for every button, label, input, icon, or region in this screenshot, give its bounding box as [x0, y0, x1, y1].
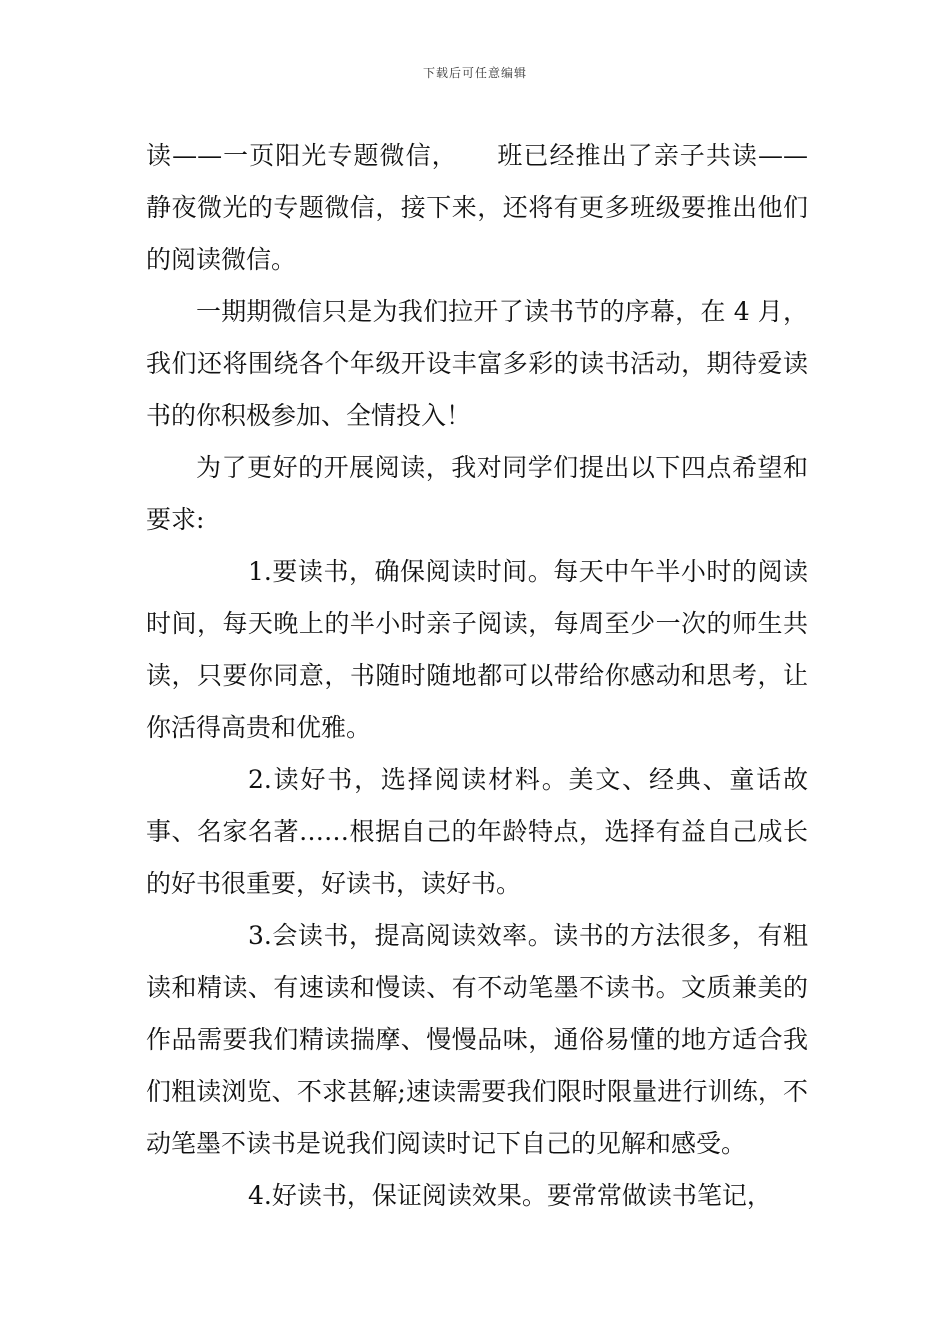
document-body	[146, 130, 808, 1222]
list-item-4: 4.好读书，保证阅读效果。要常常做读书笔记，	[248, 1181, 772, 1210]
list-item-2: 2.读好书，选择阅读材料。美文、经典、童话故事、名家名著……根据自己的年龄特点，选择有益自己成长的好书很重要，好读书，读好书。	[146, 765, 808, 898]
paragraph-1: 读——一页阳光专题微信， 班已经推出了亲子共读——静夜微光的专题微信，接下来，还将有更多班级要推出他们的阅读微信。	[146, 141, 808, 274]
list-item-3: 3.会读书，提高阅读效率。读书的方法很多，有粗读和精读、有速读和慢读、有不动笔墨不读书。文质兼美的作品需要我们精读揣摩、慢慢品味，通俗易懂的地方适合我们粗读浏览、不求甚解;速读需要我们限时限量进行训练，不动笔墨不读书是说我们阅读时记下自己的见解和感受。	[146, 921, 808, 1158]
paragraph-3: 为了更好的开展阅读，我对同学们提出以下四点希望和要求:	[146, 453, 808, 534]
list-item-1: 1.要读书，确保阅读时间。每天中午半小时的阅读时间，每天晚上的半小时亲子阅读，每周至少一次的师生共读，只要你同意，书随时随地都可以带给你感动和思考，让你活得高贵和优雅。	[146, 557, 808, 742]
paragraph-2: 一期期微信只是为我们拉开了读书节的序幕，在 4 月，我们还将围绕各个年级开设丰富多彩的读书活动，期待爱读书的你积极参加、全情投入！	[146, 297, 808, 430]
page-header: 下载后可任意编辑	[422, 66, 527, 80]
